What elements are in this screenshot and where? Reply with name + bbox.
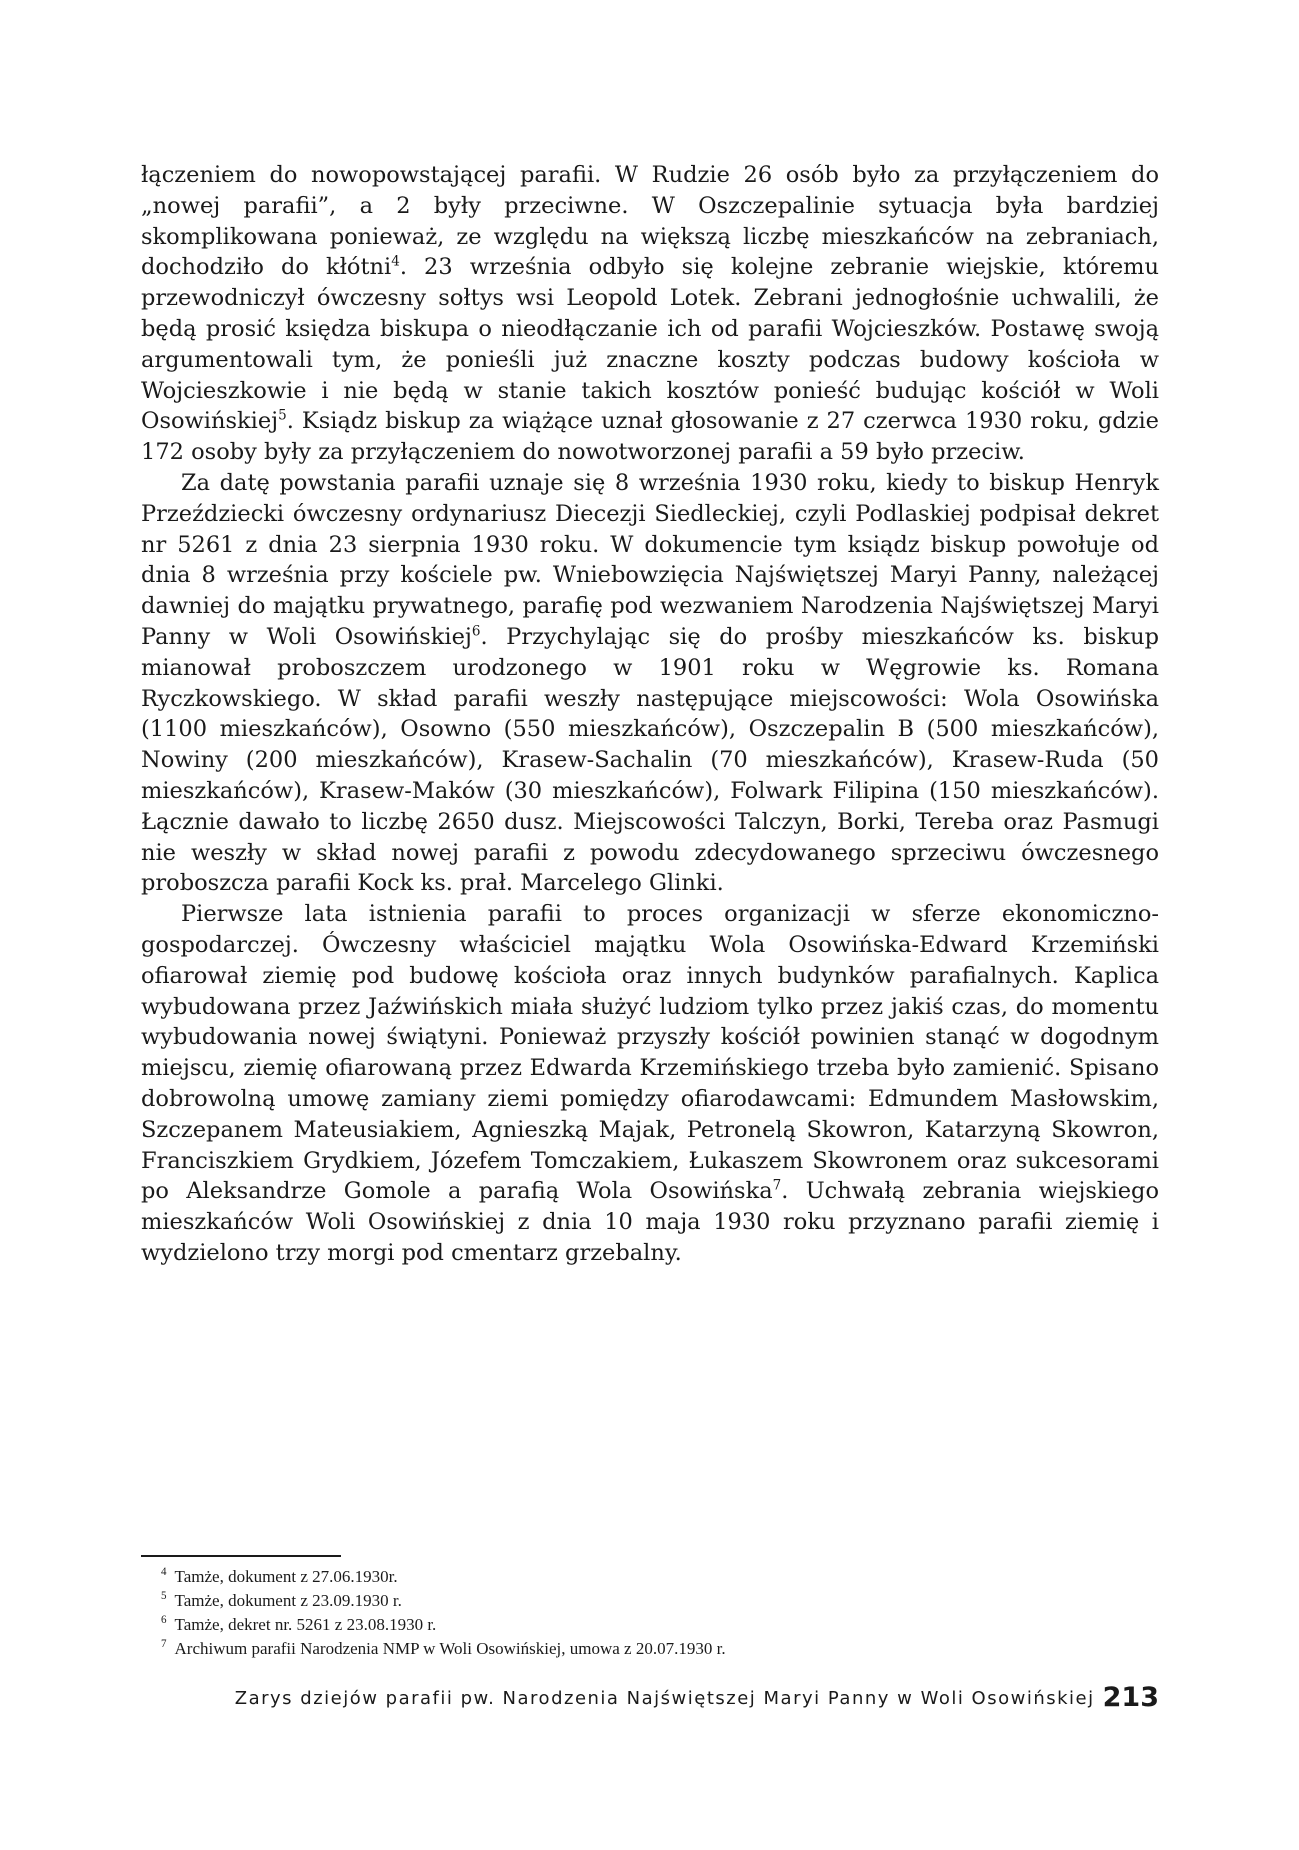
- running-footer: [141, 1682, 1159, 1713]
- footnote-ref-5[interactable]: 5: [278, 407, 287, 424]
- text-run: . Uchwałą zebrania wiejskiego mieszkańców Woli Osowińskiej z dnia 10 maja 1930 roku przyznano parafii ziemię i wydzielono trzy morgi pod cmentarz grzebalny.: [141, 1178, 1160, 1266]
- footnote-item: [141, 1637, 1159, 1661]
- footnote-text: Tamże, dokument z 23.09.1930 r.: [174, 1591, 402, 1610]
- footnote-text: Tamże, dokument z 27.06.1930r.: [174, 1567, 398, 1586]
- running-title: Zarys dziejów parafii pw. Narodzenia Najświętszej Maryi Panny w Woli Osowińskiej: [234, 1688, 1095, 1709]
- main-text: [141, 160, 1159, 1269]
- footnote-number: 7: [161, 1638, 167, 1651]
- footnote-ref-7[interactable]: 7: [772, 1177, 782, 1194]
- footnote-item: [141, 1589, 1159, 1613]
- paragraph-2: [141, 468, 1159, 899]
- text-run: . Ksiądz biskup za wiążące uznał głosowanie z 27 czerwca 1930 roku, gdzie 172 osoby były za przyłączeniem do nowotworzonej parafii a 59 było przeciw.: [141, 408, 1159, 466]
- footnotes: [141, 1565, 1159, 1661]
- text-run: . 23 września odbyło się kolejne zebranie wiejskie, któremu przewodniczył ówczesny sołtys wsi Leopold Lotek. Zebrani jednogłośnie uchwalili, że będą prosić księdza biskupa o nieodłączanie ich od parafii Wojcieszków. Postawę swoją argumentowali tym, że ponieśli już znaczne koszty podczas budowy kościoła w Wojcieszkowie i nie będą w stanie takich kosztów ponieść budując kościół w Woli Osowińskiej: [141, 254, 1159, 435]
- footnote-text: Archiwum parafii Narodzenia NMP w Woli Osowińskiej, umowa z 20.07.1930 r.: [174, 1639, 726, 1658]
- footnote-ref-4[interactable]: 4: [391, 253, 400, 270]
- text-run: Pierwsze lata istnienia parafii to proces organizacji w sferze ekonomiczno-gospodarczej. Ówczesny właściciel majątku Wola Osowińska-Edward Krzemiński ofiarował ziemię pod budowę kościoła oraz innych budynków parafialnych. Kaplica wybudowana przez Jaźwińskich miała służyć ludziom tylko przez jakiś czas, do momentu wybudowania nowej świątyni. Ponieważ przyszły kościół powinien stanąć w dogodnym miejscu, ziemię ofiarowaną przez Edwarda Krzemińskiego trzeba było zamienić. Spisano dobrowolną umowę zamiany ziemi pomiędzy ofiarodawcami: Edmundem Masłowskim, Szczepanem Mateusiakiem, Agnieszką Majak, Petronelą Skowron, Katarzyną Skowron, Franciszkiem Grydkiem, Józefem Tomczakiem, Łukaszem Skowronem oraz sukcesorami po Aleksandrze Gomole a parafią Wola Osowińska: [141, 901, 1159, 1205]
- text-run: łączeniem do nowopowstającej parafii. W Rudzie 26 osób było za przyłączeniem do „nowej parafii”, a 2 były przeciwne. W Oszczepalinie sytuacja była bardziej skomplikowana ponieważ, ze względu na większą liczbę mieszkańców na zebraniach, dochodziło do kłótni: [141, 162, 1159, 281]
- footnote-number: 4: [161, 1566, 167, 1579]
- footnote-separator: [141, 1555, 341, 1557]
- paragraph-1: [141, 160, 1159, 468]
- page-number: 213: [1102, 1682, 1159, 1713]
- footnote-number: 5: [161, 1590, 167, 1603]
- footnote-ref-6[interactable]: 6: [471, 623, 481, 640]
- footnote-item: [141, 1613, 1159, 1637]
- footnote-text: Tamże, dekret nr. 5261 z 23.08.1930 r.: [174, 1615, 437, 1634]
- footnote-number: 6: [161, 1614, 167, 1627]
- text-run: Za datę powstania parafii uznaje się 8 września 1930 roku, kiedy to biskup Henryk Przeździecki ówczesny ordynariusz Diecezji Siedleckiej, czyli Podlaskiej podpisał dekret nr 5261 z dnia 23 sierpnia 1930 roku. W dokumencie tym ksiądz biskup powołuje od dnia 8 września przy kościele pw. Wniebowzięcia Najświętszej Maryi Panny, należącej dawniej do majątku prywatnego, parafię pod wezwaniem Narodzenia Najświętszej Maryi Panny w Woli Osowińskiej: [141, 469, 1159, 650]
- text-run: . Przychylając się do prośby mieszkańców ks. biskup mianował proboszczem urodzonego w 1901 roku w Węgrowie ks. Romana Ryczkowskiego. W skład parafii weszły następujące miejscowości: Wola Osowińska (1100 mieszkańców), Osowno (550 mieszkańców), Oszczepalin B (500 mieszkańców), Nowiny (200 mieszkańców), Krasew-Sachalin (70 mieszkańców), Krasew-Ruda (50 mieszkańców), Krasew-Maków (30 mieszkańców), Folwark Filipina (150 mieszkańców). Łącznie dawało to liczbę 2650 dusz. Miejscowości Talczyn, Borki, Tereba oraz Pasmugi nie weszły w skład nowej parafii z powodu zdecydowanego sprzeciwu ówczesnego proboszcza parafii Kock ks. prał. Marcelego Glinki.: [141, 623, 1159, 897]
- footnote-item: [141, 1565, 1159, 1589]
- paragraph-3: [141, 899, 1159, 1269]
